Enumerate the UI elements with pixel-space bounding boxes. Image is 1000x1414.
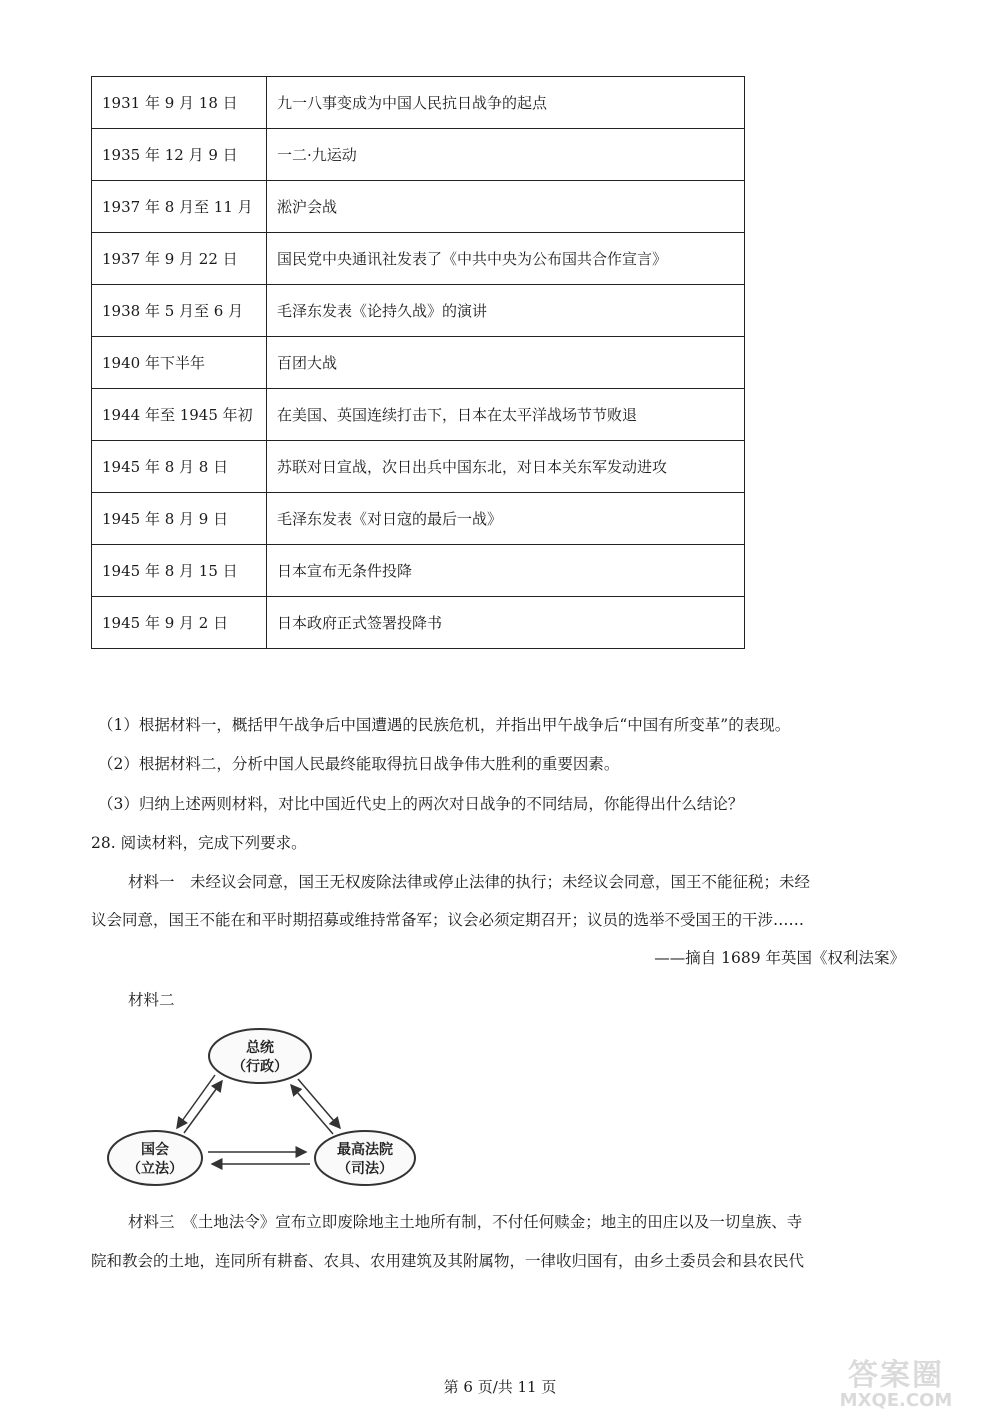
timeline-row [92, 129, 745, 181]
timeline-date: 1945 年 9 月 2 日 [92, 597, 267, 649]
timeline-row [92, 597, 745, 649]
timeline-date: 1945 年 8 月 15 日 [92, 545, 267, 597]
president-label: 总统 [246, 1040, 274, 1056]
president-role: （行政） [232, 1059, 288, 1075]
timeline-date: 1937 年 9 月 22 日 [92, 233, 267, 285]
timeline-event: 九一八事变成为中国人民抗日战争的起点 [267, 77, 745, 129]
watermark-top-text: 答案圈 [848, 1358, 944, 1393]
timeline-row [92, 233, 745, 285]
timeline-date: 1931 年 9 月 18 日 [92, 77, 267, 129]
page-footer: 第 6 页/共 11 页 [443, 1378, 557, 1396]
timeline-event: 在美国、英国连续打击下，日本在太平洋战场节节败退 [267, 389, 745, 441]
timeline-date: 1937 年 8 月至 11 月 [92, 181, 267, 233]
timeline-event: 一二·九运动 [267, 129, 745, 181]
timeline-row [92, 285, 745, 337]
timeline-event: 日本宣布无条件投降 [267, 545, 745, 597]
question-2: （2）根据材料二，分析中国人民最终能取得抗日战争伟大胜利的重要因素。 [98, 755, 620, 773]
timeline-row [92, 77, 745, 129]
question-3: （3）归纳上述两则材料，对比中国近代史上的两次对日战争的不同结局，你能得出什么结论？ [98, 795, 744, 813]
arrow-president-to-court [298, 1079, 340, 1128]
timeline-row [92, 337, 745, 389]
timeline-event: 淞沪会战 [267, 181, 745, 233]
timeline-event: 苏联对日宣战，次日出兵中国东北，对日本关东军发动进攻 [267, 441, 745, 493]
timeline-date: 1945 年 8 月 8 日 [92, 441, 267, 493]
timeline-event: 国民党中央通讯社发表了《中共中央为公布国共合作宣言》 [267, 233, 745, 285]
timeline-row [92, 545, 745, 597]
material1-line2: 议会同意，国王不能在和平时期招募或维持常备军；议会必须定期召开；议员的选举不受国王的干涉…… [91, 911, 805, 929]
supreme-court-role: （司法） [337, 1161, 393, 1177]
timeline-date: 1935 年 12 月 9 日 [92, 129, 267, 181]
timeline-row [92, 493, 745, 545]
timeline-event: 毛泽东发表《对日寇的最后一战》 [267, 493, 745, 545]
timeline-event: 毛泽东发表《论持久战》的演讲 [267, 285, 745, 337]
timeline-table [91, 76, 745, 649]
q28-heading: 28. 阅读材料，完成下列要求。 [91, 834, 307, 852]
arrow-congress-to-president [184, 1081, 222, 1133]
supreme-court-label: 最高法院 [337, 1142, 393, 1158]
separation-of-powers-diagram [100, 1025, 430, 1195]
congress-label: 国会 [141, 1142, 169, 1158]
arrow-president-to-congress [177, 1075, 215, 1128]
question-1: （1）根据材料一，概括甲午战争后中国遭遇的民族危机，并指出甲午战争后“中国有所变革”的表现。 [98, 716, 791, 734]
timeline-row [92, 441, 745, 493]
material1-line1: 材料一 未经议会同意，国王无权废除法律或停止法律的执行；未经议会同意，国王不能征税；未经 [128, 873, 811, 891]
timeline-row [92, 181, 745, 233]
timeline-row [92, 389, 745, 441]
timeline-date: 1938 年 5 月至 6 月 [92, 285, 267, 337]
timeline-date: 1940 年下半年 [92, 337, 267, 389]
material3-line2: 院和教会的土地，连同所有耕畜、农具、农用建筑及其附属物，一律收归国有，由乡土委员会和县农民代 [91, 1252, 805, 1270]
material3-line1: 材料三 《土地法令》宣布立即废除地主土地所有制，不付任何赎金；地主的田庄以及一切皇族、寺 [128, 1213, 803, 1231]
timeline-date: 1945 年 8 月 9 日 [92, 493, 267, 545]
watermark-bottom-text: MXQE.COM [839, 1390, 953, 1411]
congress-role: （立法） [127, 1161, 183, 1177]
arrow-court-to-president [291, 1085, 333, 1134]
timeline-date: 1944 年至 1945 年初 [92, 389, 267, 441]
timeline-event: 百团大战 [267, 337, 745, 389]
watermark-logo [806, 1350, 986, 1410]
material1-source: ——摘自 1689 年英国《权利法案》 [654, 949, 905, 967]
material2-label: 材料二 [128, 991, 175, 1009]
timeline-event: 日本政府正式签署投降书 [267, 597, 745, 649]
